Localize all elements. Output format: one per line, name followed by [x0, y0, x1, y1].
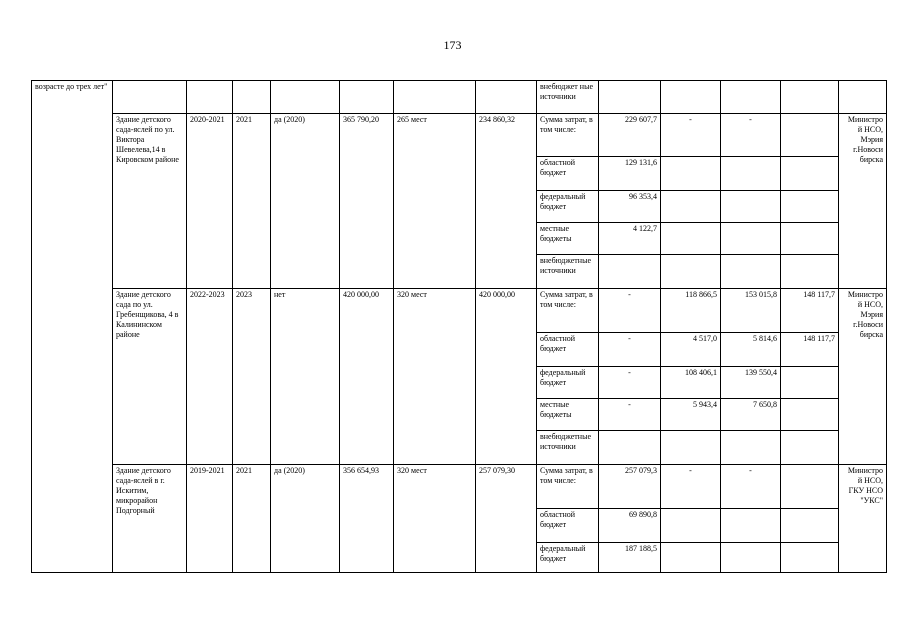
investment-table	[31, 80, 887, 573]
value-cell	[781, 191, 839, 223]
value-cell: 4 517,0	[661, 333, 721, 367]
responsible-cell: Министро й НСО, Мэрия г.Новоси бирска	[839, 114, 887, 289]
value-cell	[781, 543, 839, 573]
value-cell: -	[599, 399, 661, 431]
table-row	[32, 81, 887, 114]
source-label-cell: областной бюджет	[537, 157, 599, 191]
value-cell: -	[599, 367, 661, 399]
capacity-cell: 320 мест	[394, 289, 476, 465]
value-cell: -	[661, 465, 721, 509]
value-cell	[781, 157, 839, 191]
source-label-cell: федеральный бюджет	[537, 191, 599, 223]
value-cell	[599, 431, 661, 465]
source-label-cell: местные бюджеты	[537, 223, 599, 255]
value-cell	[721, 509, 781, 543]
value-cell	[599, 255, 661, 289]
value-cell	[781, 431, 839, 465]
table-row	[32, 114, 887, 157]
value-cell: 7 650,8	[721, 399, 781, 431]
source-label-cell: внебюджетные источники	[537, 431, 599, 465]
source-label-cell: областной бюджет	[537, 509, 599, 543]
object-name-cell: Здание детского сада по ул. Гребенщикова, 4 в Калининском районе	[113, 289, 187, 465]
table-row	[32, 465, 887, 509]
value-cell: 148 117,7	[781, 289, 839, 333]
value-cell	[781, 114, 839, 157]
value-cell: 5 814,6	[721, 333, 781, 367]
value-cell: -	[721, 465, 781, 509]
value-cell: 229 607,7	[599, 114, 661, 157]
value-cell	[661, 509, 721, 543]
page-number: 173	[443, 38, 462, 52]
value-cell: 187 188,5	[599, 543, 661, 573]
source-label-cell: внебюджет ные источники	[537, 81, 599, 114]
year-done-cell: 2021	[233, 114, 271, 289]
value-cell	[721, 223, 781, 255]
year-done-cell: 2023	[233, 289, 271, 465]
value-cell	[661, 543, 721, 573]
value-cell: 139 550,4	[721, 367, 781, 399]
value-cell: 129 131,6	[599, 157, 661, 191]
value-cell: 96 353,4	[599, 191, 661, 223]
value-cell: -	[599, 289, 661, 333]
value-cell	[661, 191, 721, 223]
table-row	[32, 289, 887, 333]
flag-cell: да (2020)	[271, 465, 340, 573]
flag-cell: да (2020)	[271, 114, 340, 289]
period-cell: 2019-2021	[187, 465, 233, 573]
responsible-cell: Министро й НСО, Мэрия г.Новоси бирска	[839, 289, 887, 465]
cost-cell: 356 654,93	[340, 465, 394, 573]
flag-cell: нет	[271, 289, 340, 465]
value-cell	[661, 223, 721, 255]
object-name-cell: Здание детского сада-яслей по ул. Виктора Шевелева,14 в Кировском районе	[113, 114, 187, 289]
period-cell: 2022-2023	[187, 289, 233, 465]
capacity-cell: 320 мест	[394, 465, 476, 573]
cost-cell: 420 000,00	[340, 289, 394, 465]
value-cell	[781, 223, 839, 255]
value-cell	[781, 465, 839, 509]
group-label-cell: возрасте до трех лет"	[32, 81, 113, 573]
source-label-cell: федеральный бюджет	[537, 543, 599, 573]
value-cell: 153 015,8	[721, 289, 781, 333]
source-label-cell: областной бюджет	[537, 333, 599, 367]
period-cell: 2020-2021	[187, 114, 233, 289]
value-cell	[781, 509, 839, 543]
value-cell	[721, 431, 781, 465]
source-label-cell: федеральный бюджет	[537, 367, 599, 399]
value-cell	[661, 431, 721, 465]
value-cell	[781, 255, 839, 289]
value-cell: 118 866,5	[661, 289, 721, 333]
value-cell	[721, 543, 781, 573]
source-label-cell: внебюджетные источники	[537, 255, 599, 289]
capacity-cell: 265 мест	[394, 114, 476, 289]
cost-cell: 365 790,20	[340, 114, 394, 289]
value-cell: -	[661, 114, 721, 157]
remaining-cell: 234 860,32	[476, 114, 537, 289]
responsible-cell: Министро й НСО, ГКУ НСО "УКС"	[839, 465, 887, 573]
source-label-cell: Сумма затрат, в том числе:	[537, 114, 599, 157]
value-cell: 4 122,7	[599, 223, 661, 255]
remaining-cell: 257 079,30	[476, 465, 537, 573]
value-cell	[661, 255, 721, 289]
value-cell: -	[721, 114, 781, 157]
value-cell: 5 943,4	[661, 399, 721, 431]
source-label-cell: Сумма затрат, в том числе:	[537, 289, 599, 333]
object-name-cell: Здание детского сада-яслей в г. Искитим, микрорайон Подгорный	[113, 465, 187, 573]
year-done-cell: 2021	[233, 465, 271, 573]
source-label-cell: местные бюджеты	[537, 399, 599, 431]
value-cell	[781, 367, 839, 399]
value-cell	[661, 157, 721, 191]
value-cell	[721, 191, 781, 223]
value-cell: 108 406,1	[661, 367, 721, 399]
value-cell	[721, 157, 781, 191]
value-cell: 148 117,7	[781, 333, 839, 367]
value-cell	[781, 399, 839, 431]
value-cell: -	[599, 333, 661, 367]
remaining-cell: 420 000,00	[476, 289, 537, 465]
value-cell: 257 079,3	[599, 465, 661, 509]
value-cell	[721, 255, 781, 289]
source-label-cell: Сумма затрат, в том числе:	[537, 465, 599, 509]
value-cell: 69 890,8	[599, 509, 661, 543]
